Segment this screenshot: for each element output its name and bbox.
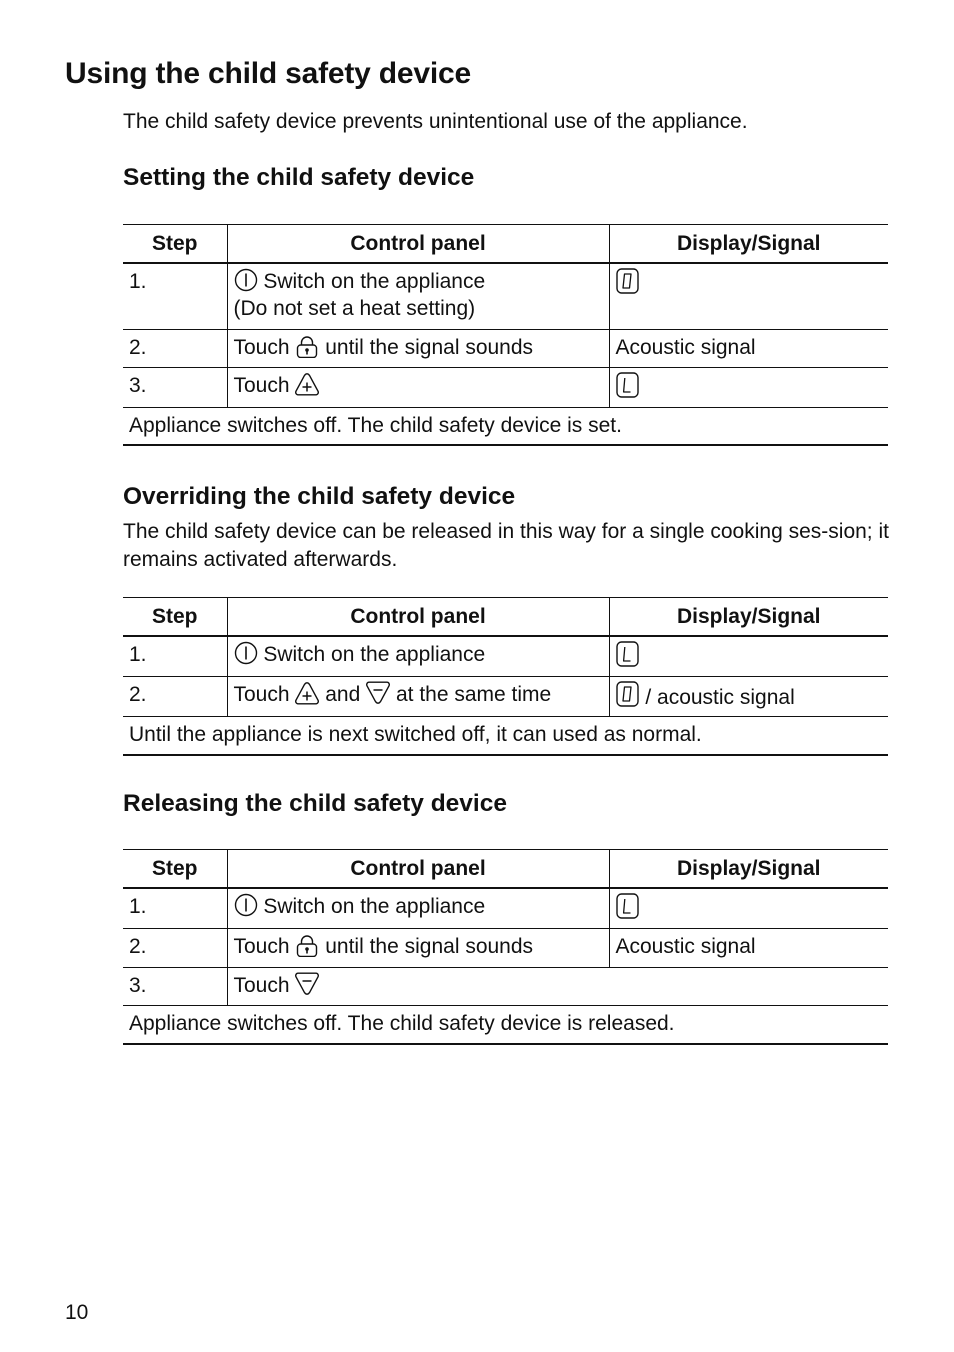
control-text-note: (Do not set a heat setting) xyxy=(233,297,476,320)
step-number: 1. xyxy=(129,895,147,918)
control-cell xyxy=(227,367,609,407)
step-number: 3. xyxy=(123,968,227,1006)
control-text: Switch on the appliance xyxy=(263,643,486,666)
table-note: Appliance switches off. The child safety device is set. xyxy=(123,407,888,445)
table-note-row xyxy=(123,717,888,755)
step-header: Step xyxy=(123,598,227,637)
display-L-icon xyxy=(616,893,640,920)
step-number: 2. xyxy=(123,677,227,717)
display-L-icon xyxy=(616,372,640,399)
table-note: Until the appliance is next switched off, it can used as normal. xyxy=(123,717,888,755)
display-signal-header: Display/Signal xyxy=(609,598,888,637)
table-row xyxy=(123,636,888,677)
power-icon xyxy=(234,268,258,292)
display-L-icon xyxy=(616,641,640,668)
control-text: Switch on the appliance xyxy=(263,270,486,293)
display-cell xyxy=(609,367,888,407)
control-text: and xyxy=(325,683,361,706)
control-text: Touch xyxy=(233,373,290,397)
table-row xyxy=(123,929,888,968)
step-number: 2. xyxy=(123,929,227,968)
control-text: Touch xyxy=(233,935,290,958)
step-number: 2. xyxy=(123,329,227,367)
overriding-table xyxy=(123,597,888,756)
table-header-row xyxy=(123,850,888,889)
overriding-heading: Overriding the child safety device xyxy=(123,483,516,510)
control-text: Touch xyxy=(233,683,290,706)
control-text: until the signal sounds xyxy=(325,335,534,359)
releasing-heading: Releasing the child safety device xyxy=(123,790,507,817)
control-cell xyxy=(227,929,609,968)
table-note-row xyxy=(123,1006,888,1044)
setting-heading: Setting the child safety device xyxy=(123,164,475,191)
page-title: Using the child safety device xyxy=(65,57,471,90)
control-cell xyxy=(227,677,609,717)
control-cell xyxy=(227,888,609,929)
overriding-description: The child safety device can be released in this way for a single cooking ses-sion; it remains activated afterwards. xyxy=(123,520,889,571)
display-cell: Acoustic signal xyxy=(609,329,888,367)
lock-key-icon xyxy=(295,334,319,358)
display-signal-header: Display/Signal xyxy=(609,225,888,264)
table-row xyxy=(123,367,888,407)
control-text: Touch xyxy=(233,974,290,997)
table-row xyxy=(123,677,888,717)
step-header: Step xyxy=(123,225,227,264)
control-cell xyxy=(227,636,609,677)
power-icon xyxy=(234,893,258,917)
table-row xyxy=(123,263,888,329)
table-header-row xyxy=(123,598,888,637)
step-header: Step xyxy=(123,850,227,889)
step-number: 1. xyxy=(129,643,147,666)
display-cell xyxy=(609,636,888,677)
table-row xyxy=(123,968,888,1006)
power-icon xyxy=(234,641,258,665)
setting-table xyxy=(123,224,888,446)
table-row xyxy=(123,329,888,367)
plus-key-icon xyxy=(295,681,319,705)
control-text: at the same time xyxy=(395,683,552,706)
display-cell xyxy=(609,263,888,329)
minus-key-icon xyxy=(295,972,319,996)
control-cell xyxy=(227,263,609,329)
page-number: 10 xyxy=(65,1301,89,1324)
display-cell xyxy=(609,677,888,717)
step-number: 3. xyxy=(123,367,227,407)
display-signal-header: Display/Signal xyxy=(609,850,888,889)
control-text: Touch xyxy=(233,335,290,359)
table-row xyxy=(123,888,888,929)
lock-key-icon xyxy=(295,933,319,957)
display-0-icon xyxy=(616,268,640,295)
intro-text: The child safety device prevents unintentional use of the appliance. xyxy=(123,110,748,133)
releasing-table xyxy=(123,849,888,1045)
table-header-row xyxy=(123,225,888,264)
table-note: Appliance switches off. The child safety device is released. xyxy=(123,1006,888,1044)
control-panel-header: Control panel xyxy=(227,850,609,889)
step-number: 1. xyxy=(129,270,147,293)
control-text: Switch on the appliance xyxy=(263,895,486,918)
display-cell xyxy=(609,888,888,929)
plus-key-icon xyxy=(295,372,319,396)
control-text: until the signal sounds xyxy=(325,935,534,958)
control-panel-header: Control panel xyxy=(227,225,609,264)
control-panel-header: Control panel xyxy=(227,598,609,637)
display-cell: Acoustic signal xyxy=(609,929,888,968)
display-text: / acoustic signal xyxy=(645,686,795,709)
minus-key-icon xyxy=(366,681,390,705)
control-cell xyxy=(227,329,609,367)
control-cell xyxy=(227,968,888,1006)
table-note-row xyxy=(123,407,888,445)
display-0-icon xyxy=(616,681,640,708)
